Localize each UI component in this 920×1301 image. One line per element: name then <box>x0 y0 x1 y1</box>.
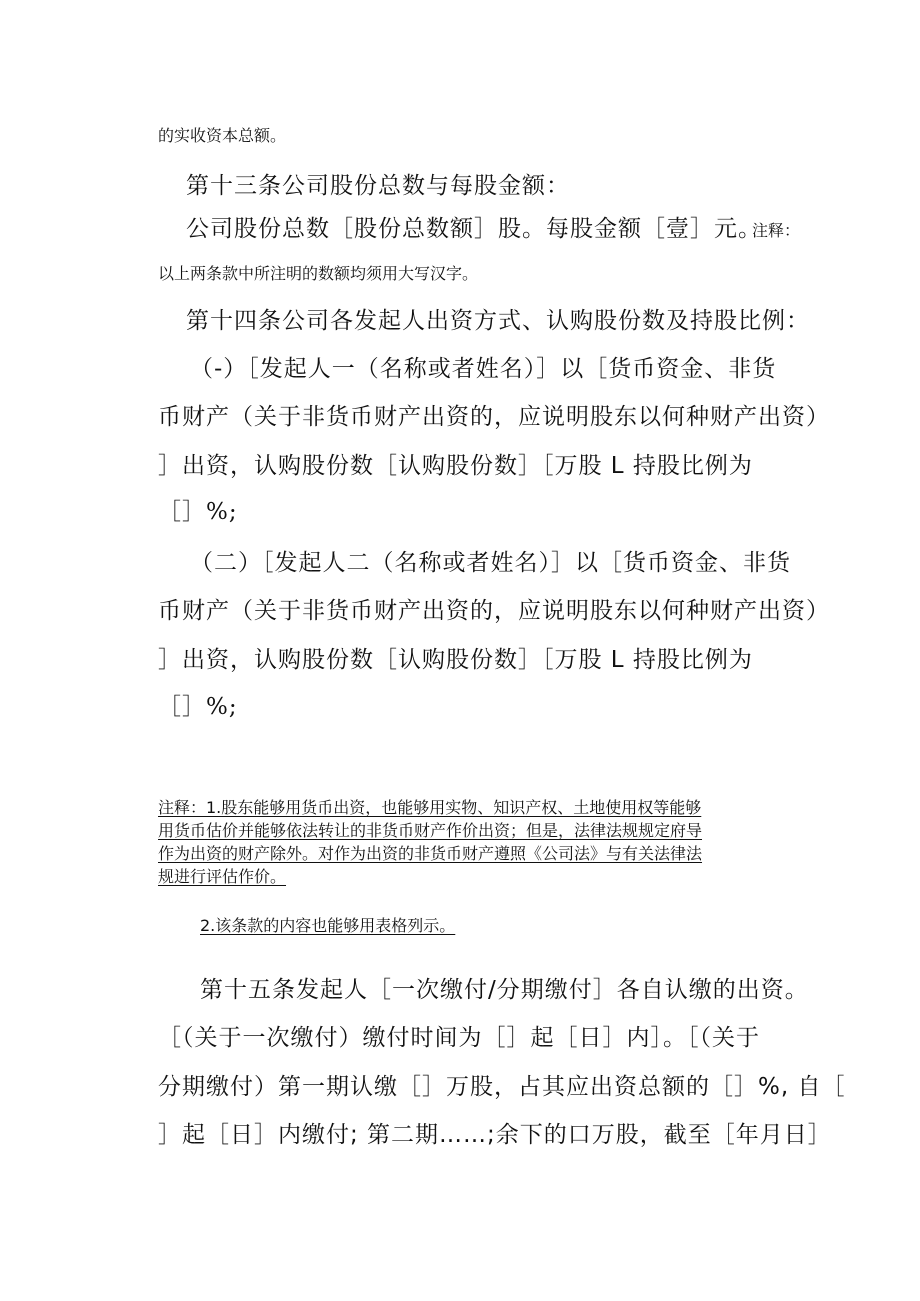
founder-2-line-2: 币财产（关于非货币财产出资的，应说明股东以何种财产出资） <box>158 598 830 624</box>
article-13-heading: 第十三条公司股份总数与每股金额： <box>186 173 570 199</box>
article-15-line-3: 分期缴付）第一期认缴［］万股，占其应出资总额的［］%, 自［ <box>158 1074 846 1100</box>
note-label: 注释： <box>752 221 801 240</box>
note-1-line-3: 作为出资的财产除外。对作为出资的非货币财产遵照《公司法》与有关法律法 <box>158 844 703 863</box>
note-text: 以上两条款中所注明的数额均须用大写汉字。 <box>158 264 479 283</box>
article-14-heading: 第十四条公司各发起人出资方式、认购股份数及持股比例： <box>186 308 810 334</box>
article-15-line-4: ］起［日］内缴付; 第二期……;余下的口万股，截至［年月日］ <box>158 1122 832 1148</box>
article-13-text: 公司股份总数［股份总数额］股。每股金额［壹］元。 <box>186 216 762 242</box>
founder-2-line-1: （二）［发起人二（名称或者姓名）］以［货币资金、非货 <box>190 550 791 576</box>
founder-1-line-3: ］出资，认购股份数［认购股份数］［万股 L 持股比例为 <box>158 453 753 479</box>
founder-1-line-2: 币财产（关于非货币财产出资的，应说明股东以何种财产出资） <box>158 404 830 430</box>
founder-1-line-4: ［］%; <box>158 499 238 525</box>
article-15-line-2: ［（关于一次缴付）缴付时间为［］起［日］内］。［（关于 <box>158 1025 760 1051</box>
founder-1-line-1: （-）［发起人一（名称或者姓名）］以［货币资金、非货 <box>190 356 777 382</box>
note-2: 2.该条款的内容也能够用表格列示。 <box>200 916 456 935</box>
note-1-line-4: 规进行评估作价。 <box>158 867 287 886</box>
note-1-line-1: 注释：1.股东能够用货币出资，也能够用实物、知识产权、土地使用权等能够 <box>158 798 702 817</box>
text-line-1: 的实收资本总额。 <box>158 126 287 145</box>
article-15-heading: 第十五条发起人［一次缴付/分期缴付］各自认缴的出资。 <box>200 977 809 1003</box>
founder-2-line-3: ］出资，认购股份数［认购股份数］［万股 L 持股比例为 <box>158 647 753 673</box>
note-1-line-2: 用货币估价并能够依法转让的非货币财产作价出资；但是，法律法规规定府导 <box>158 821 703 840</box>
founder-2-line-4: ［］%; <box>158 694 238 720</box>
